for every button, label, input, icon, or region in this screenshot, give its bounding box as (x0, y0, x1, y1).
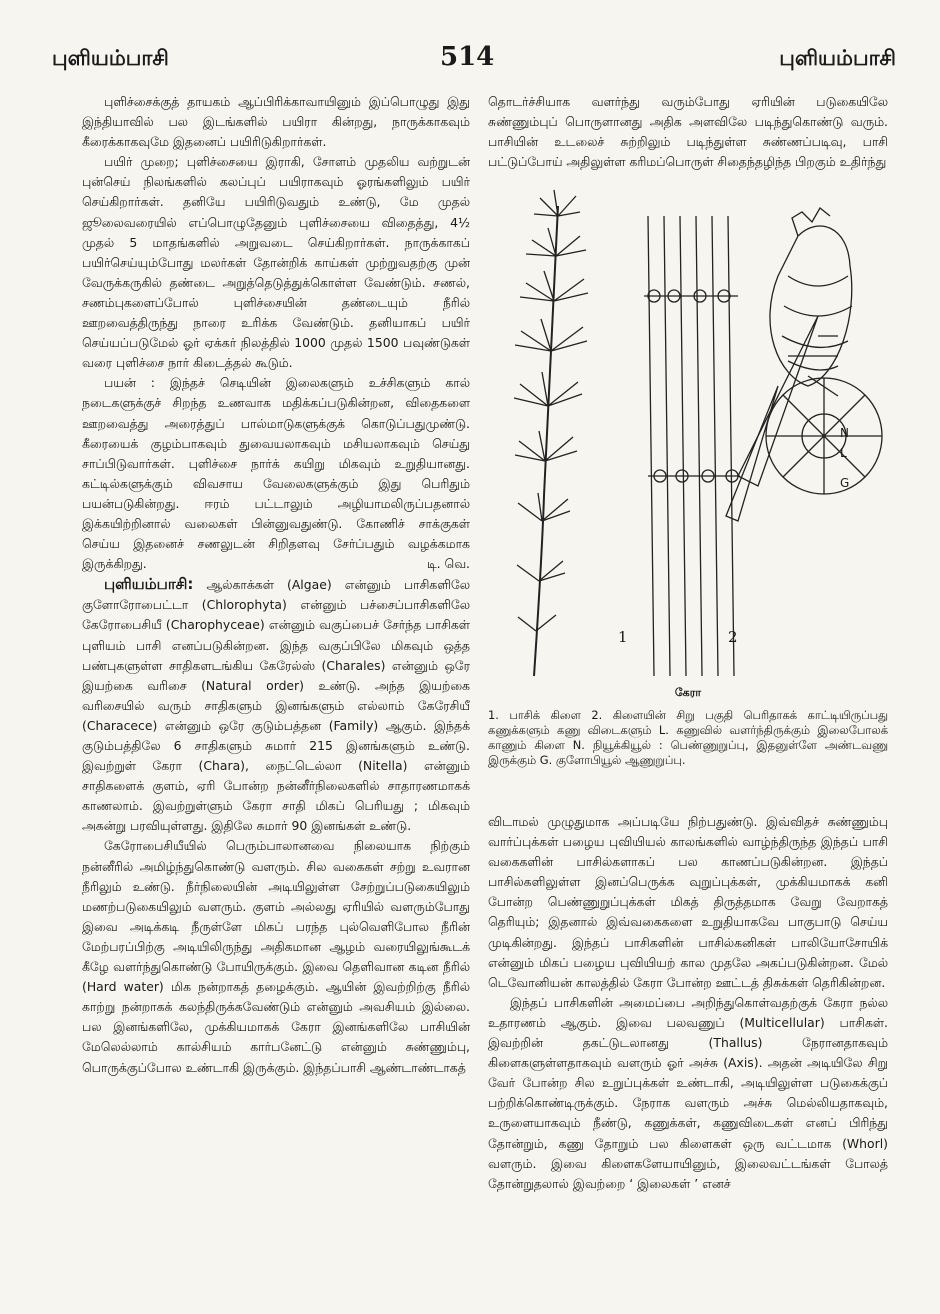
page-number: 514 (440, 42, 495, 72)
paragraph-uses (82, 373, 470, 574)
paragraph-habitat: கேரோபைசியீயில் பெரும்பாலானவை நிலையாக நிற்கும் நன்னீரில் அமிழ்ந்துகொண்டு வளரும். சில வகைகள் சற்று உவரான நீரிலும் உண்டு. நீர்நிலையின் அடியிலுள்ள சேற்றுப்படுகையிலும் மணற்படுகையிலும் வளரும். குளம் அல்லது ஏரியில் வளரும்போது இவை அடிக்கடி நீருள்ளே மிகப் பரந்த புல்வெளிபோல நீரின் மேற்பரப்பிற்கு அடியிலிருந்து அதிகமான ஆழம் வரையிலுங்கூடக் கீழே வளர்ந்துகொண்டு போயிருக்கும். இவை தெளிவான கடின நீரில் (Hard water) மிக நன்றாகத் தழைக்கும். ஆயின் இவற்றிற்கு நீரில் காற்று நன்றாகக் கலந்திருக்கவேண்டும் என்னும் அவசியம் இல்லை. பல இனங்களிலே, முக்கியமாகக் கேரா இனங்களிலே பாசியின் மேலெல்லாம் கால்சியம் கார்பனேட்டு என்னும் சுண்ணும்பு, பொருக்குப்போல உண்டாகி இருக்கும். இந்தப்பாசி ஆண்டாண்டாகத் (82, 838, 470, 1075)
paragraph-cultivation: பயிர் முறை; புளிச்சையை இராகி, சோளம் முதலிய வற்றுடன் புன்செய் நிலங்களில் கலப்புப் பயிராகவும் ஓரங்களிலும் பயிர் செய்கிறார்கள். தனியே பயிரிடுவதும் உண்டு, மே முதல் ஜூலைவரையில் எப்பொழுதேனும் புளிச்சையை விதைத்து, 4½ முதல் 5 மாதங்களில் அறுவடை செய்கிறார்கள். நாருக்காகப் பயிர்செய்யும்போது மலர்கள் தோன்றிக் காய்கள் முற்றுவதற்கு முன் வேருக்கருகில் தண்டை அறுத்தெடுத்துக்கொள்ள வேண்டும். சணல், சணம்புகளைப்போல் புளிச்சையின் தண்டையும் நீரில் ஊறவைத்திருந்து நாரை உரிக்க வேண்டும். தனியாகப் பயிர் செய்யப்படுமேல் ஓர் ஏக்கர் நிலத்தில் 1000 முதல் 1500 பவுண்டுகள் வரை புளிச்சை நார் கிடைத்தல் கூடும். (82, 154, 470, 371)
entry-intro-text: ஆல்காக்கள் (Algae) என்னும் பாசிகளிலே குளோரோபைட்டா (Chlorophyta) என்னும் பச்சைப்பாசிகளிலே கேரோபைசியீ (Charophyceae) என்னும் வகுப்பைச் சேர்ந்த பாசிகள் புளியம் பாசி எனப்படுகின்றன. இந்த வகுப்பிலே மிகவும் ஒத்த பண்புகளுள்ள சாதிகளடங்கிய கேரேல்ஸ் (Charales) என்னும் ஒரே இயற்கை வரிசை (Natural order) உண்டு. அந்த இயற்கை வரிசையில் வரும் சாதிகளும் இனங்களும் எல்லாம் கேரேசியீ (Characece) என்னும் ஒரே குடும்பத்தன (Family) ஆகும். இந்தக் குடும்பத்திலே 6 சாதிகளும் சுமார் 215 இனங்களும் உண்டு. இவற்றுள் கேரா (Chara), நைட்டெல்லா (Nitella) என்னும் சாதிகளைக் குளம், ஏரி போன்ற நன்னீர்நிலைகளில் சாதாரணமாகக் காணலாம். இவற்றுள்ளும் கேரா சாதி மிகப் பெரியது ; மிகவும் அகன்று பரவியுள்ளது. இதிலே சுமார் 90 இனங்கள் உண்டு. (82, 577, 470, 834)
page-header (0, 40, 940, 80)
figure-caption-text: 1. பாசிக் கிளை 2. கிளையின் சிறு பகுதி பெரிதாகக் காட்டியிருப்பது கணுக்களும் கணு விடைகளும் L. கணுவில் வளர்ந்திருக்கும் இலைபோலக் காணும் கிளை N. நியூக்கியூல் : பெண்ணுறுப்பு, இதனுள்ளே அண்டவணு இருக்கும் G. குளோபியூல் ஆணுறுப்பு. (488, 708, 888, 767)
chara-drawing (488, 176, 888, 686)
paragraph-continuation: தொடர்ச்சியாக வளர்ந்து வரும்போது ஏரியின் படுகையிலே சுண்ணும்புப் பொருளானது அதிக அளவிலே படிந்துகொண்டு வரும். பாசியின் உடலைச் சுற்றிலும் படிந்துள்ள சுண்ணப்படிவு, பாசி பட்டுப்போய் அதிலுள்ள கரிமப்பொருள் சிதைந்தழிந்த பிறகும் உதிர்ந்து (488, 94, 888, 170)
author-initials: டி. வெ. (426, 556, 470, 572)
figure-title: கேரா (674, 686, 702, 699)
paragraph-structure: இந்தப் பாசிகளின் அமைப்பை அறிந்துகொள்வதற்குக் கேரா நல்ல உதாரணம் ஆகும். இவை பலவணுப் (Multicellular) பாசிகள். இவற்றின் தகட்டுடலானது (Thallus) நேரானதாகவும் கிளைகளுள்ளதாகவும் வளரும் ஓர் அச்சு (Axis). அதன் அடியிலே சிறு வேர் போன்ற சில உறுப்புக்கள் உண்டாகி, அடியிலுள்ள படுகைக்குப் பற்றிக்கொண்டிருக்கும். நேராக வளரும் அச்சு மெல்லியதாகவும், உருளையாகவும் நீண்டு, கணுக்கள், கணுவிடைகள் எனப் பிரிந்து தோன்றும், கணு தோறும் பல கிளைகள் ஒரு வட்டமாக (Whorl) வளரும். இவை கிளைகளேயாயினும், இலைவட்டங்கள் போலத் தோன்றுதலால் இவற்றை ‘ இலைகள் ’ எனச் (488, 994, 888, 1191)
running-head-right: புளியம்பாசி (779, 46, 896, 70)
figure-label-g: G (840, 476, 850, 490)
uses-text: பயன் : இந்தச் செடியின் இலைகளும் உச்சிகளும் கால் நடைகளுக்குச் சிறந்த உணவாக மதிக்கப்படுகின்றன, விதைகளை ஊறவைத்து அரைத்துப் பால்மாடுகளுக்குக் கொடுப்பதுமுண்டு. கீரையைக் குழம்பாகவும் துவையலாகவும் மசியலாகவும் செய்து சாப்பிடுவார்கள். புளிச்சை நார்க் கயிறு மிகவும் உறுதியானது. கட்டில்களுக்கும் விவசாய வேலைகளுக்கும் இது பெரிதும் பயன்படுகின்றது. ஈரம் பட்டாலும் அழியாமலிருப்பதனால் இக்கயிற்றினால் வலைகள் பின்னுவதுண்டு. கோணிச் சாக்குகள் செய்ய இதனைச் சணலுடன் சிறிதளவு சேர்ப்பதும் வழக்கமாக இருக்கிறது. (82, 375, 470, 572)
figure-label-2: 2 (728, 628, 738, 646)
paragraph-origin: புளிச்சைக்குத் தாயகம் ஆப்பிரிக்காவாயினும் இப்பொழுது இது இந்தியாவில் பல இடங்களில் பயிரா கின்றது, நாருக்காகவும் கீரைக்காகவுமே இதனைப் பயிரிடுகிறார்கள். (82, 94, 470, 150)
right-column-top (488, 92, 888, 172)
entry-headword: புளியம்பாசி: (104, 575, 194, 594)
figure-label-l: L (840, 446, 847, 460)
left-column (82, 92, 470, 1078)
figure-label-n: N (840, 426, 849, 440)
right-column-bottom (488, 812, 888, 1194)
figure-caption (488, 708, 888, 768)
running-head-left: புளியம்பாசி (52, 46, 169, 70)
paragraph-entry-intro (82, 574, 470, 836)
chara-illustration (488, 176, 888, 686)
figure-label-1: 1 (618, 628, 628, 646)
paragraph-fossils: விடாமல் முழுதுமாக அப்படியே நிற்பதுண்டு. இவ்விதச் சுண்ணும்பு வார்ப்புக்கள் பழைய புவியியல் காலங்களில் வாழ்ந்திருந்த இந்தப் பாசி வகைகளின் பாசில்களாகப் பல காணப்படுகின்றன. இந்தப் பாசில்களிலுள்ள இனப்பெருக்க வுறுப்புக்கள், முக்கியமாகக் கனி போன்ற பெண்ணுறுப்புக்கள் மிகத் திருத்தமாக வேறு வேறாகத் தெரியும்; இதனால் இவ்வகைகளை உறுதியாகவே பாகுபாடு செய்ய முடிகின்றது. இந்தப் பாசிகளின் பாசில்கனிகள் பாலியோசோயிக் என்னும் மிகப் பழைய புவியியற் கால முதலே அகப்படுகின்றன. மேல் டெவோனியன் காலத்தில் கேரா போன்ற ஊட்டத் திசுக்கள் தெரிகின்றன. (488, 814, 888, 990)
